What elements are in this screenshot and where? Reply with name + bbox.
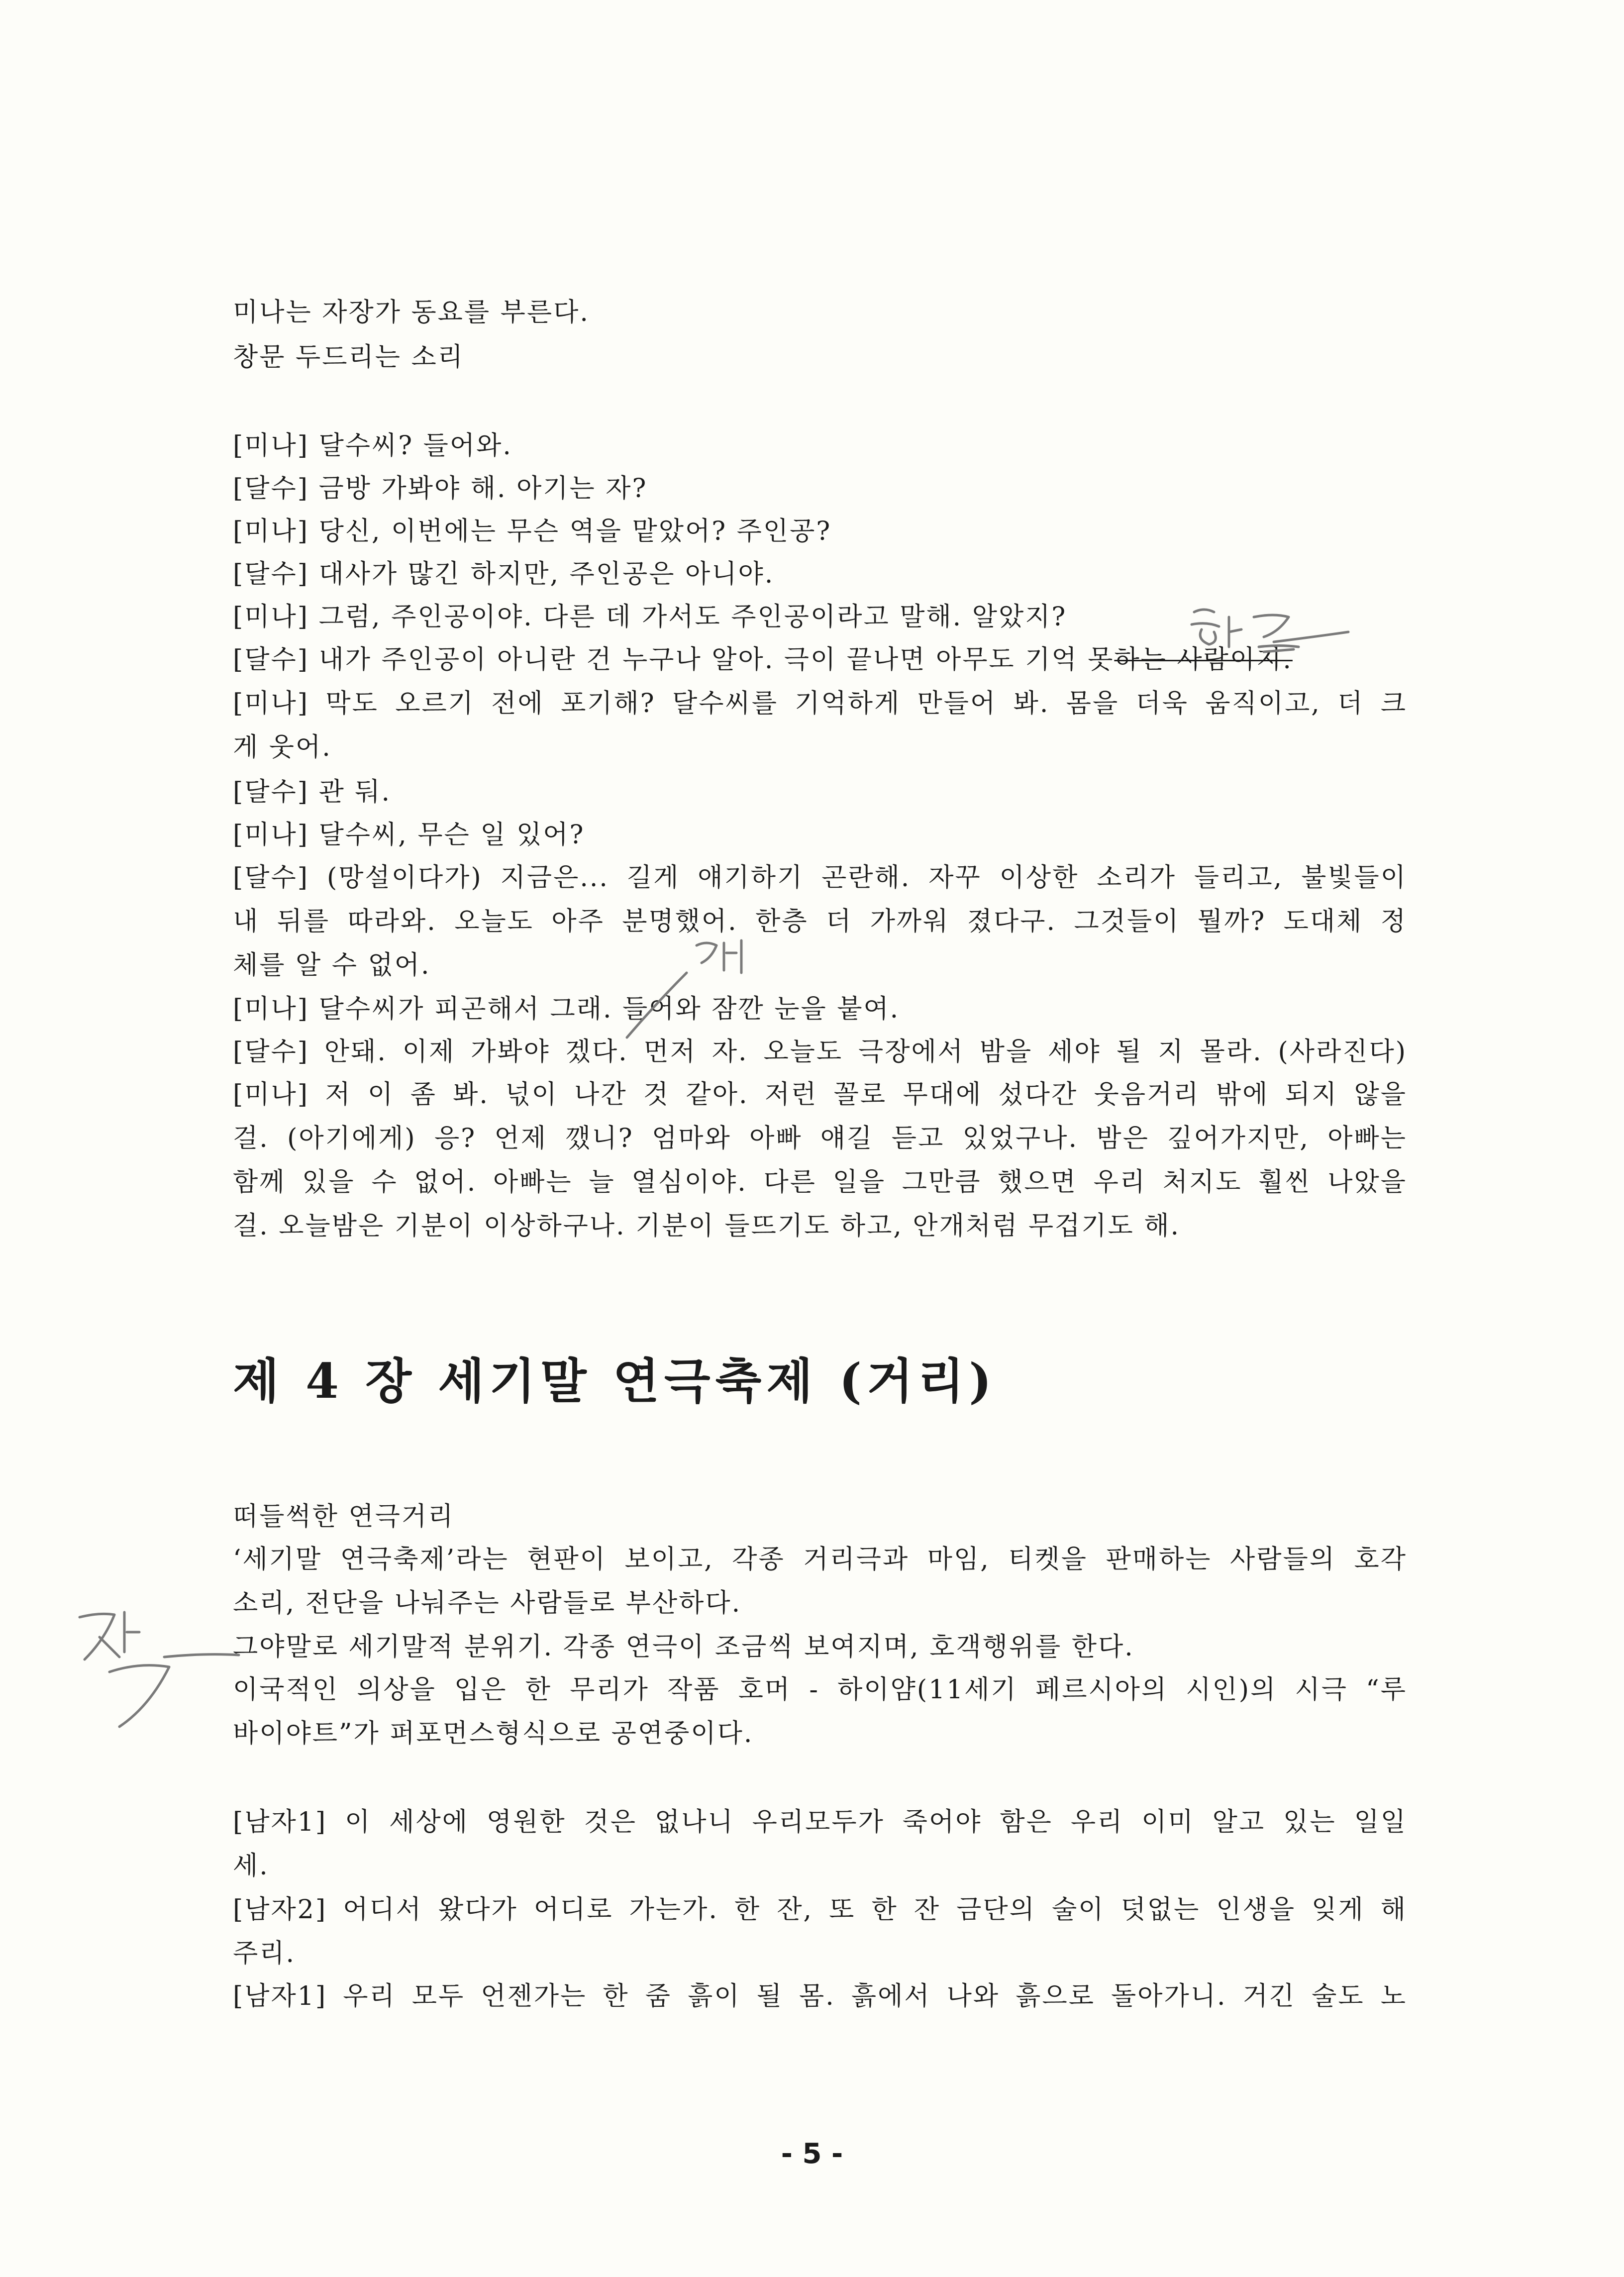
dialogue-line: [남자1] 우리 모두 언젠가는 한 줌 흙이 될 몸. 흙에서 나와 흙으로 돌아가니. 거긴 술도 노	[233, 1981, 1407, 2011]
dialogue-line: 주리.	[233, 1939, 296, 1968]
dialogue-line: [달수] 대사가 많긴 하지만, 주인공은 아니야.	[233, 559, 775, 589]
scene-description: 그야말로 세기말적 분위기. 각종 연극이 조금씩 보여지며, 호객행위를 한다.	[233, 1632, 1134, 1662]
scene-description: 소리, 전단을 나눠주는 사람들로 부산하다.	[233, 1588, 742, 1618]
dialogue-line: 내 뒤를 따라와. 오늘도 아주 분명했어. 한층 더 가까워 졌다구. 그것들이 뭘까? 도대체 정	[233, 907, 1407, 936]
dialogue-line: 게 웃어.	[233, 732, 332, 762]
dialogue-line: [미나] 당신, 이번에는 무슨 역을 맡았어? 주인공?	[233, 517, 832, 546]
dialogue-line: 체를 알 수 없어.	[233, 950, 431, 980]
dialogue-line: [달수] 금방 가봐야 해. 아기는 자?	[233, 474, 648, 504]
dialogue-line: [달수] (망설이다가) 지금은... 길게 얘기하기 곤란해. 자꾸 이상한 소리가 들리고, 불빛들이	[233, 863, 1407, 893]
dialogue-line: 걸. (아기에게) 응? 언제 깼니? 엄마와 아빠 얘길 듣고 있었구나. 밤은 깊어가지만, 아빠는	[233, 1124, 1407, 1153]
stage-direction: 미나는 자장가 동요를 부른다.	[233, 298, 590, 327]
dialogue-line: 함께 있을 수 없어. 아빠는 늘 열심이야. 다른 일을 그만큼 했으면 우리 처지도 훨씬 나았을	[233, 1167, 1407, 1197]
dialogue-line: [미나] 달수씨가 피곤해서 그래. 들어와 잠깐 눈을 붙여.	[233, 994, 900, 1024]
dialogue-line: [미나] 그럼, 주인공이야. 다른 데 가서도 주인공이라고 말해. 알았지?	[233, 602, 1067, 632]
scene-description: ‘세기말 연극축제’라는 현판이 보이고, 각종 거리극과 마임, 티켓을 판매하는 사람들의 호각	[233, 1545, 1407, 1574]
dialogue-line: [달수] 안돼. 이제 가봐야 겠다. 먼저 자. 오늘도 극장에서 밤을 세야 될 지 몰라. (사라진다)	[233, 1037, 1407, 1067]
scene-description: 떠들썩한 연극거리	[233, 1502, 455, 1532]
handwritten-note-3	[80, 1612, 239, 1727]
struck-text: 하는 사람이지.	[1114, 645, 1293, 675]
page-number: - 5 -	[781, 2138, 843, 2170]
dialogue-line	[233, 644, 1407, 676]
dialogue-text: [달수] 내가 주인공이 아니란 건 누구나 알아. 극이 끝나면 아무도 기억 못	[233, 645, 1115, 675]
dialogue-line: [남자1] 이 세상에 영원한 것은 없나니 우리모두가 죽어야 함은 우리 이미 알고 있는 일일	[233, 1807, 1407, 1837]
chapter-title: 제 4 장 세기말 연극축제 (거리)	[233, 1353, 997, 1409]
dialogue-line: [미나] 달수씨? 들어와.	[233, 431, 512, 461]
dialogue-line: [달수] 관 둬.	[233, 777, 392, 807]
dialogue-line: [미나] 막도 오르기 전에 포기해? 달수씨를 기억하게 만들어 봐. 몸을 더욱 움직이고, 더 크	[233, 689, 1407, 719]
stage-direction: 창문 두드리는 소리	[233, 342, 464, 372]
dialogue-line: [미나] 저 이 좀 봐. 넋이 나간 것 같아. 저런 꼴로 무대에 섰다간 웃음거리 밖에 되지 않을	[233, 1080, 1407, 1110]
dialogue-line: 걸. 오늘밤은 기분이 이상하구나. 기분이 들뜨기도 하고, 안개처럼 무겁기도 해.	[233, 1211, 1181, 1241]
dialogue-line: 세.	[233, 1851, 269, 1881]
dialogue-line: [남자2] 어디서 왔다가 어디로 가는가. 한 잔, 또 한 잔 금단의 술이 덧없는 인생을 잊게 해	[233, 1895, 1407, 1925]
dialogue-line: [미나] 달수씨, 무슨 일 있어?	[233, 820, 585, 850]
scene-description: 이국적인 의상을 입은 한 무리가 작품 호머 - 하이얌(11세기 페르시아의 시인)의 시극 “루	[233, 1675, 1407, 1705]
scene-description: 바이야트”가 퍼포먼스형식으로 공연중이다.	[233, 1719, 754, 1749]
